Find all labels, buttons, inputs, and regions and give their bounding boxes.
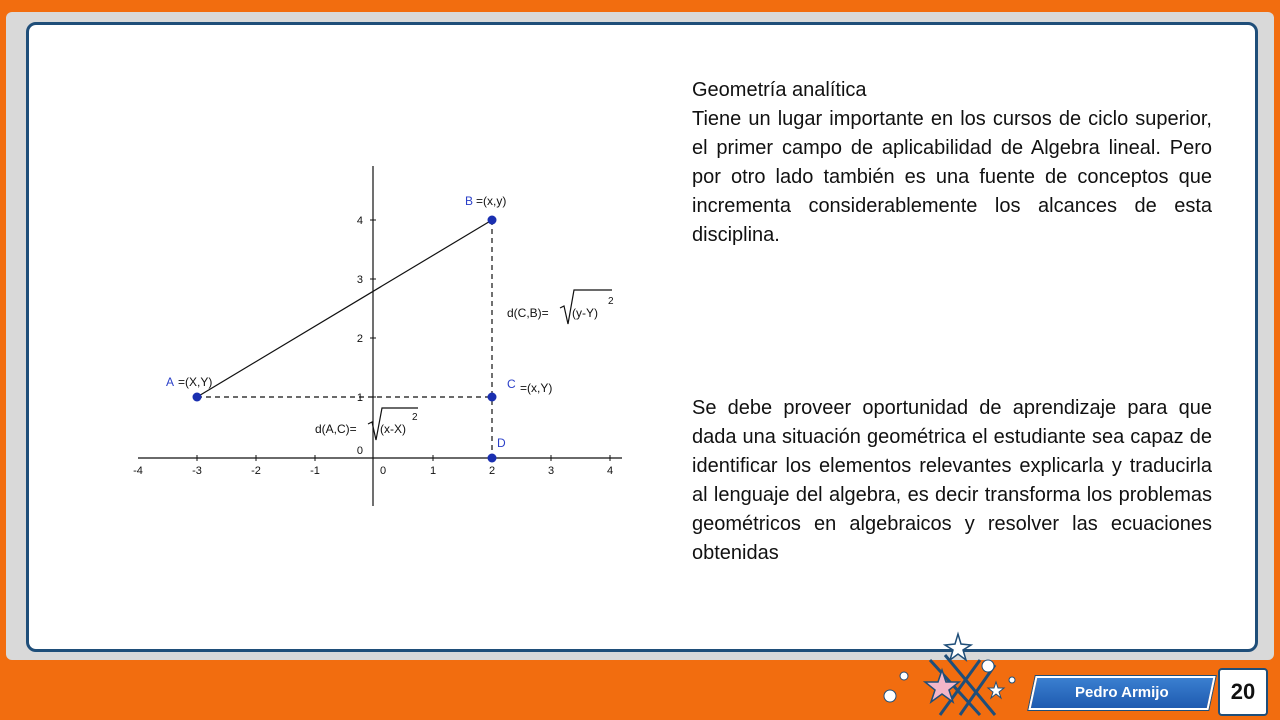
y-tick-label: 1 (356, 392, 363, 404)
formula-cb-exponent: 2 (608, 296, 614, 307)
point-c-name: C (507, 377, 516, 391)
x-tick-label: -2 (251, 465, 261, 477)
origin-label: 0 (356, 445, 363, 457)
intro-text-block (692, 76, 1212, 250)
coordinate-graph (130, 160, 630, 520)
decorative-stars (870, 630, 1030, 720)
star-outline-icon (945, 634, 971, 660)
segment-ab (197, 220, 492, 397)
point-b-label: =(x,y) (476, 194, 507, 208)
white-star-icon (988, 682, 1004, 698)
formula-ac-exponent: 2 (412, 412, 418, 423)
paragraph-2: Se debe proveer oportunidad de aprendizaje para que dada una situación geométrica el estudiante sea capaz de identificar los elementos relevantes explicarla y traducirla al lenguaje del algebra, es decir transforma los problemas geométricos en algebraicos y resolver las ecuaciones obtenidas (692, 397, 1212, 564)
author-badge (1028, 676, 1215, 710)
y-tick-label: 3 (356, 274, 363, 286)
point-a (193, 393, 202, 402)
x-tick-label: -4 (133, 465, 143, 477)
slide-title: Geometría analítica (692, 79, 867, 101)
y-tick-label: 4 (356, 215, 363, 227)
x-tick-label: 2 (488, 465, 496, 477)
point-d-name: D (497, 436, 506, 450)
x-tick-label: 1 (429, 465, 437, 477)
x-tick-label: -1 (310, 465, 320, 477)
x-tick-label: 0 (379, 465, 387, 477)
x-tick-label: 3 (547, 465, 555, 477)
point-c (488, 393, 497, 402)
formula-cb-lhs: d(C,B)= (507, 306, 549, 320)
x-tick-label: -3 (192, 465, 202, 477)
y-tick-label: 2 (356, 333, 363, 345)
formula-ac-radicand: (x-X) (380, 422, 406, 436)
paragraph-1: Tiene un lugar importante en los cursos de ciclo superior, el primer campo de aplicabilidad de Algebra lineal. Pero por otro lado también es una fuente de conceptos que incrementa considerablemente los alcances de esta disciplina. (692, 108, 1212, 246)
page-number: 20 (1218, 668, 1268, 716)
point-c-label: =(x,Y) (520, 381, 553, 395)
formula-cb-radicand: (y-Y) (572, 306, 598, 320)
point-d (488, 454, 497, 463)
author-name: Pedro Armijo (1075, 684, 1169, 701)
point-b-name: B (465, 194, 474, 208)
formula-ac-lhs: d(A,C)= (315, 422, 357, 436)
point-a-name: A (166, 375, 175, 389)
x-tick-label: 4 (606, 465, 614, 477)
point-a-label: =(X,Y) (178, 375, 213, 389)
point-b (488, 216, 497, 225)
second-text-block (692, 394, 1212, 568)
